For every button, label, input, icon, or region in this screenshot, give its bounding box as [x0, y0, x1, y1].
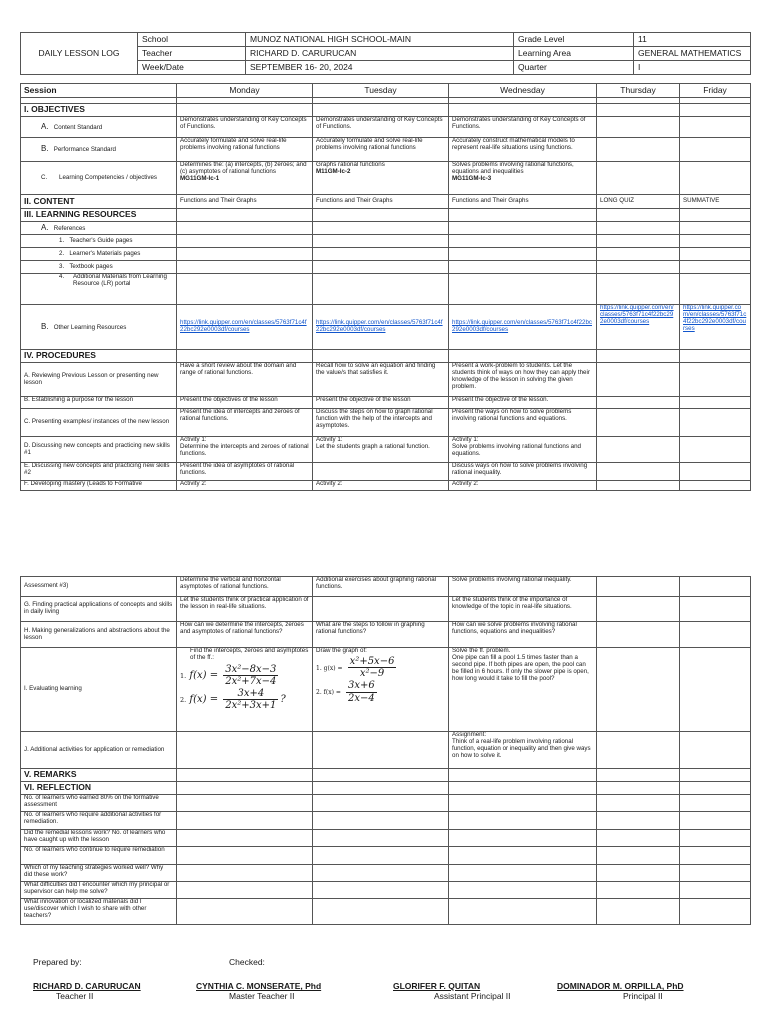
proc-b-tue: Present the objective of the lesson	[313, 397, 449, 409]
resources-heading: III. LEARNING RESOURCES	[21, 209, 177, 222]
signatory-1-position: Teacher II	[56, 991, 94, 1001]
ps-tue: Accurately formulate and solve real-life problems involving rational functions	[313, 138, 449, 162]
header-table	[20, 32, 751, 75]
performance-standard-label: B. Performance Standard	[21, 138, 177, 162]
proc-c-mon: Present the idea of intercepts and zeroes of rational functions.	[177, 409, 313, 437]
proc-f-label: F. Developing mastery (Leads to Formative	[21, 481, 177, 491]
lc-mon: Determines the: (a) intercepts, (b) zeroes; and (c) asymptotes of rational functions MG11GM-Ic-1	[177, 162, 313, 195]
graph-eq-1: 1. g(x) = $\frac{\text{x²+5x−6}}{\text{x²−9}}$	[316, 655, 395, 680]
proc-i-mon: Find the intercepts, zeroes and asymptotes of the ff.: 1. f(x) = $\frac{\text{3x²−8x−3}}{\text{2x²+7x−4}}$ 2. f(x) = $\frac{3x+4}{\text{2x²+3x+1}}$ ?	[177, 648, 313, 732]
eval-eq-1: 1. f(x) = $\frac{\text{3x²−8x−3}}{\text{2x²+7x−4}}$	[180, 663, 277, 688]
proc-f-mon: Activity 2:	[177, 481, 313, 491]
ps-mon: Accurately formulate and solve real-life problems involving rational functions	[177, 138, 313, 162]
lesson-table-page1	[20, 83, 751, 491]
proc-b-label: B. Establishing a purpose for the lesson	[21, 397, 177, 409]
col-friday: Friday	[680, 84, 751, 98]
signatory-4-position: Principal II	[623, 991, 663, 1001]
refl-a: No. of learners who earned 80% on the formative assessment	[21, 795, 177, 812]
signatory-3-name: GLORIFER F. QUITAN	[393, 981, 481, 991]
competencies-label: C. Learning Competencies / objectives	[21, 162, 177, 195]
signatory-2-position: Master Teacher II	[229, 991, 295, 1001]
proc-j-label: J. Additional activities for application or remediation	[21, 732, 177, 769]
proc-d-label: D. Discussing new concepts and practicing new skills #1	[21, 437, 177, 463]
refl-f: What difficulties did I encounter which my principal or supervisor can help me solve?	[21, 882, 177, 899]
col-thursday: Thursday	[597, 84, 680, 98]
refl-c: Did the remedial lessons work? No. of learners who have caught up with the lesson	[21, 830, 177, 847]
proc-f2-wed: Solve problems involving rational inequality.	[449, 577, 597, 597]
refl-e: Which of my teaching strategies worked well? Why did these work?	[21, 865, 177, 882]
proc-e-label: E. Discussing new concepts and practicing new skills #2	[21, 463, 177, 481]
ref-textbook: 3. Textbook pages	[21, 261, 177, 274]
ref-lr-portal: 4. Additional Materials from Learning Resource (LR) portal	[21, 274, 177, 305]
content-heading: II. CONTENT	[21, 195, 177, 209]
col-wednesday: Wednesday	[449, 84, 597, 98]
signatory-2-name: CYNTHIA C. MONSERATE, Phd	[196, 981, 322, 991]
proc-f2-tue: Additional exercises about graphing rational functions.	[313, 577, 449, 597]
proc-b-wed: Present the objective of the lesson.	[449, 397, 597, 409]
proc-e-wed: Discuss ways on how to solve problems involving rational inequality.	[449, 463, 597, 481]
proc-f2-mon: Determine the vertical and horizontal asymptotes of rational functions.	[177, 577, 313, 597]
resource-link-tue[interactable]: https://link.quipper.com/en/classes/5763f71c4f22bc292e0003df/courses	[316, 319, 443, 333]
proc-j-wed: Assignment: Think of a real-life problem involving rational function, equation or inequality and then give ways on how to solve it.	[449, 732, 597, 769]
content-mon: Functions and Their Graphs	[177, 195, 313, 209]
proc-h-label: H. Making generalizations and abstractions about the lesson	[21, 622, 177, 648]
proc-f-wed: Activity 2:	[449, 481, 597, 491]
signatory-4	[557, 981, 707, 1001]
proc-i-label: I. Evaluating learning	[21, 648, 177, 732]
lc-wed: Solves problems involving rational functions, equations and inequalities MG11GM-Ic-3	[449, 162, 597, 195]
quarter-label: Quarter	[514, 61, 634, 75]
proc-c-wed: Present the ways on how to solve problems involving rational functions and equations.	[449, 409, 597, 437]
proc-d-wed: Activity 1: Solve problems involving rational functions and equations.	[449, 437, 597, 463]
proc-h-mon: How can we determine the intercepts, zeroes and asymptotes of rational functions?	[177, 622, 313, 648]
proc-g-wed: Let the students think of the importance of knowledge of the topic in real-life situations.	[449, 597, 597, 622]
proc-h-tue: What are the steps to follow in graphing rational functions?	[313, 622, 449, 648]
resource-link-mon[interactable]: https://link.quipper.com/en/classes/5763f71c4f22bc292e0003df/courses	[180, 319, 307, 333]
content-wed: Functions and Their Graphs	[449, 195, 597, 209]
resource-link-wed[interactable]: https://link.quipper.com/en/classes/5763f71c4f22bc292e0003df/courses	[452, 319, 592, 333]
ref-teachers-guide: 1. Teacher's Guide pages	[21, 235, 177, 248]
col-monday: Monday	[177, 84, 313, 98]
refl-g: What innovation or localized materials did I use/discover which I wish to share with other teachers?	[21, 899, 177, 925]
col-session: Session	[21, 84, 177, 98]
cs-mon: Demonstrates understanding of Key Concepts of Functions.	[177, 117, 313, 138]
teacher-value: RICHARD D. CARURUCAN	[246, 47, 514, 61]
teacher-label: Teacher	[138, 47, 246, 61]
school-value: MUNOZ NATIONAL HIGH SCHOOL-MAIN	[246, 33, 514, 47]
refl-b: No. of learners who require additional activities for remediation.	[21, 812, 177, 830]
resource-link-thu[interactable]: https://link.quipper.com/en/classes/5763f71c4f22bc292e0003df/courses	[600, 304, 674, 325]
other-resources-label: B. Other Learning Resources	[21, 305, 177, 350]
area-label: Learning Area	[514, 47, 634, 61]
proc-a-tue: Recall how to solve an equation and finding the value/s that satisfies it.	[313, 363, 449, 397]
proc-b-mon: Present the objectives of the lesson	[177, 397, 313, 409]
objectives-heading: I. OBJECTIVES	[21, 104, 177, 117]
ref-learners-materials: 2. Learner's Materials pages	[21, 248, 177, 261]
signatory-1-name: RICHARD D. CARURUCAN	[33, 981, 141, 991]
dll-title: DAILY LESSON LOG	[21, 33, 138, 75]
proc-a-wed: Present a work-problem to students. Let the students think of ways on how they can apply their knowledge of the lesson in solving the given problem.	[449, 363, 597, 397]
content-standard-label: A. Content Standard	[21, 117, 177, 138]
grade-value: 11	[634, 33, 751, 47]
resource-link-fri[interactable]: https://link.quipper.com/en/classes/5763f71c4f22bc292e0003df/courses	[683, 304, 747, 332]
content-thu: LONG QUIZ	[597, 195, 680, 209]
signatory-2	[196, 981, 336, 1001]
procedures-heading: IV. PROCEDURES	[21, 350, 177, 363]
proc-f-tue: Activity 2:	[313, 481, 449, 491]
proc-h-wed: How can we solve problems involving rational functions, equations and inequalities?	[449, 622, 597, 648]
references-label: A. References	[21, 222, 177, 235]
content-fri: SUMMATIVE	[680, 195, 751, 209]
reflection-heading: VI. REFLECTION	[21, 782, 177, 795]
remarks-heading: V. REMARKS	[21, 769, 177, 782]
eval-eq-2: 2. f(x) = $\frac{3x+4}{\text{2x²+3x+1}}$ ?	[180, 688, 286, 712]
proc-d-tue: Activity 1: Let the students graph a rational function.	[313, 437, 449, 463]
proc-i-tue: Draw the graph of: 1. g(x) = $\frac{\text{x²+5x−6}}{\text{x²−9}}$ 2. f(x) = $\frac{3x+6}{2x-4}$	[313, 648, 449, 732]
lc-tue: Graphs rational functions M11GM-Ic-2	[313, 162, 449, 195]
refl-d: No. of learners who continue to require remediation	[21, 847, 177, 865]
proc-a-mon: Have a short review about the domain and range of rational functions.	[177, 363, 313, 397]
proc-c-label: C. Presenting examples/ instances of the new lesson	[21, 409, 177, 437]
signatory-3	[393, 981, 533, 1001]
content-tue: Functions and Their Graphs	[313, 195, 449, 209]
school-label: School	[138, 33, 246, 47]
proc-d-mon: Activity 1: Determine the intercepts and zeroes of rational functions.	[177, 437, 313, 463]
prepared-by-label: Prepared by:	[33, 957, 82, 967]
area-value: GENERAL MATHEMATICS	[634, 47, 751, 61]
proc-g-mon: Let the students think of practical application of the lesson in real-life situations.	[177, 597, 313, 622]
cs-wed: Demonstrates understanding of Key Concepts of Functions.	[449, 117, 597, 138]
proc-f-cont-label: Assessment #3)	[21, 577, 177, 597]
checked-label: Checked:	[229, 957, 265, 967]
proc-c-tue: Discuss the steps on how to graph rational function with the help of the intercepts and asymptotes.	[313, 409, 449, 437]
signatory-3-position: Assistant Principal II	[434, 991, 511, 1001]
lesson-table-page2	[20, 576, 751, 925]
col-tuesday: Tuesday	[313, 84, 449, 98]
quarter-value: I	[634, 61, 751, 75]
graph-eq-2: 2. f(x) = $\frac{3x+6}{2x-4}$	[316, 680, 375, 704]
ps-wed: Accurately construct mathematical models to represent real-life situations using functions.	[449, 138, 597, 162]
signatory-1	[33, 981, 158, 1001]
proc-a-label: A. Reviewing Previous Lesson or presenting new lesson	[21, 363, 177, 397]
proc-e-mon: Present the idea of asymptotes of rational functions.	[177, 463, 313, 481]
week-value: SEPTEMBER 16- 20, 2024	[246, 61, 514, 75]
signatory-4-name: DOMINADOR M. ORPILLA, PhD	[557, 981, 684, 991]
proc-g-label: G. Finding practical applications of concepts and skills in daily living	[21, 597, 177, 622]
week-label: Week/Date	[138, 61, 246, 75]
cs-tue: Demonstrates understanding of Key Concepts of Functions.	[313, 117, 449, 138]
grade-label: Grade Level	[514, 33, 634, 47]
proc-i-wed: Solve the ff. problem. One pipe can fill a pool 1.5 times faster than a second pipe. If both pipes are open, the pool can be filled in 6 hours. If only the slower pipe is open, how long would it take to fill the pool?	[449, 648, 597, 732]
